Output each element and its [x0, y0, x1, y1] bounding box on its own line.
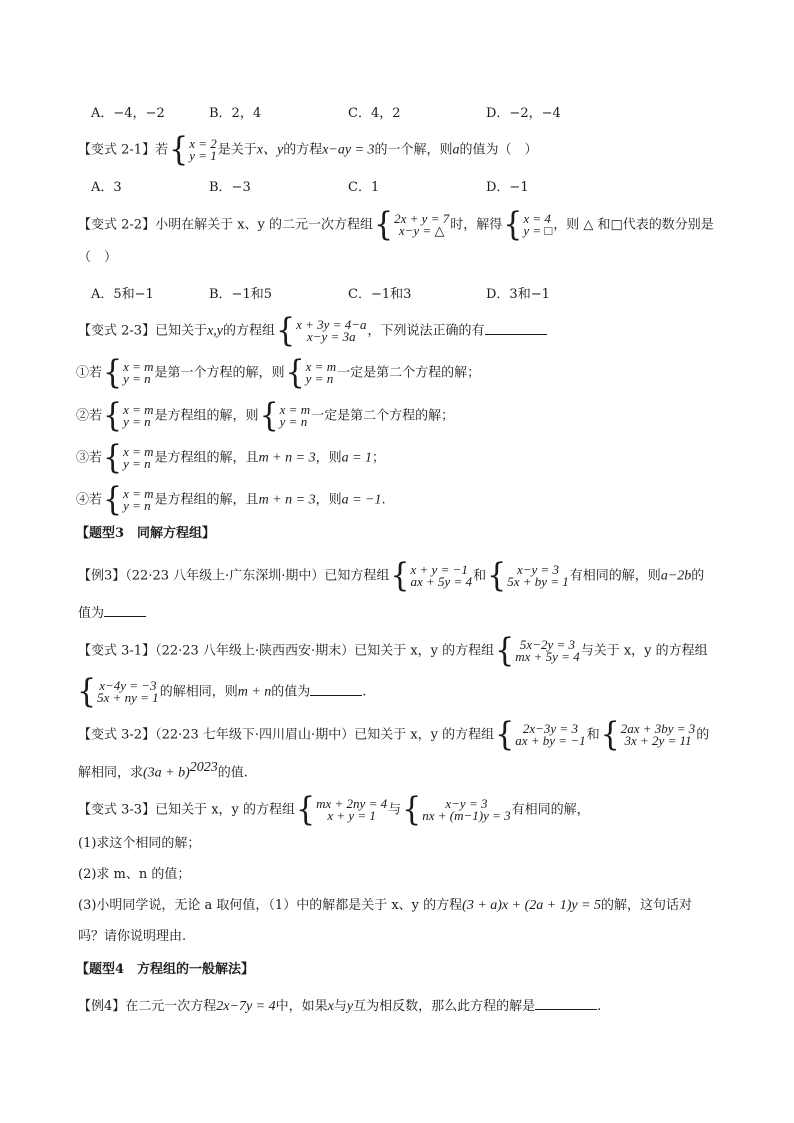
text: ，则 △ 和□代表的数分别是	[553, 217, 714, 233]
eq-row: x = 4	[523, 211, 551, 226]
eq-row: x−4y = −3	[99, 678, 157, 693]
question-tag: 【变式 2-1】	[78, 142, 156, 158]
text: ②若	[76, 408, 103, 424]
text: 互为相反数，那么此方程的解是	[353, 999, 536, 1014]
eq-row: nx + (m−1)y = 3	[422, 808, 511, 823]
question-v33	[78, 790, 590, 829]
answer-blank[interactable]	[535, 995, 597, 1010]
option-b: B．−1和5	[209, 287, 272, 302]
eq-row: x + y = −1	[410, 562, 468, 577]
text: ；	[372, 450, 386, 466]
answer-blank[interactable]	[104, 602, 146, 617]
question-tag: 【变式 2-2】	[78, 217, 156, 233]
question-v22	[78, 205, 714, 244]
text: 时，解得	[450, 217, 503, 233]
equation-system: { 2ax + 3by = 3 3x + 2y = 11	[600, 715, 696, 754]
eq-row: y = n	[279, 414, 308, 429]
equation-system: { x = m y = n	[259, 396, 311, 435]
eq-row: x−y = 3	[445, 796, 488, 811]
text: 有相同的解，则	[569, 568, 661, 584]
text: 的值为（ ）	[459, 142, 538, 158]
text: 与	[388, 802, 402, 818]
text: 解相同，求	[78, 765, 144, 781]
question-tag: 【变式 2-3】	[78, 323, 156, 339]
equation-system: { x = m y = n	[103, 396, 154, 435]
eq-row: x−y = 3a	[307, 329, 356, 344]
eq-row: mx + 5y = 4	[515, 649, 580, 664]
text: 是第一个方程的解，则	[154, 365, 285, 381]
option-b: B．−3	[209, 180, 251, 195]
text: 的值.	[217, 765, 248, 781]
equation-system: { x−y = 3 5x + by = 1	[487, 556, 569, 595]
eq-row: mx + 2ny = 4	[316, 796, 388, 811]
equation-system: { x = 2 y = 1	[169, 130, 217, 169]
statement-1	[76, 353, 481, 392]
text: 已知关于	[155, 323, 208, 339]
sub-question-2: (2)求 m、n 的值；	[78, 867, 191, 882]
text: ①若	[76, 365, 103, 381]
sub-question-3	[78, 897, 692, 915]
equation-system: { x = m y = n	[285, 353, 337, 392]
variables: x,y	[207, 323, 224, 339]
eq-row: y = 1	[189, 148, 217, 163]
text: 中，如果	[275, 999, 328, 1014]
eq-row: 2x−3y = 3	[522, 721, 578, 736]
eq-row: 3x + 2y = 11	[624, 733, 692, 748]
question-tag: 【变式 3-2】	[78, 727, 156, 743]
text: 小明在解关于 x、y 的二元一次方程组	[155, 217, 374, 233]
eq-row: 5x + ny = 1	[97, 690, 159, 705]
text: 是方程组的解，且	[154, 492, 259, 508]
question-v31	[78, 631, 708, 670]
sub-question-1: (1)求这个相同的解；	[78, 836, 201, 851]
question-tag: 【变式 3-3】	[78, 802, 156, 818]
question-ex3	[78, 556, 705, 595]
option-d: D．3和−1	[486, 287, 550, 302]
question-tag: 【例4】	[78, 999, 126, 1014]
variable: a	[452, 142, 460, 158]
answer-blank[interactable]	[485, 320, 547, 335]
question-v32	[78, 715, 710, 754]
eq-row: x = m	[279, 402, 311, 417]
section-heading: 【题型3 同解方程组】	[76, 526, 216, 541]
eq-row: y = n	[123, 498, 151, 513]
equation: (3 + a)x + (2a + 1)y = 5	[462, 898, 602, 913]
equation-system: { 2x−3y = 3 ax + by = −1	[495, 715, 586, 754]
eq-row: y = n	[123, 371, 151, 386]
equation-system: { x = 4 y = □	[503, 205, 553, 244]
text: 在二元一次方程	[125, 999, 217, 1014]
eq-row: x−y = 3	[516, 562, 560, 577]
text: 是关于	[217, 142, 257, 158]
text: 是方程组的解，则	[154, 408, 259, 424]
text: （22·23 八年级上·广东深圳·期中）已知方程组	[125, 568, 390, 584]
text: 和	[473, 568, 487, 584]
eq-row: ax + by = −1	[515, 733, 586, 748]
variable: x	[327, 999, 334, 1014]
text: 和	[586, 727, 600, 743]
text: 与关于 x，y 的方程组	[580, 643, 708, 659]
equation-system: { x = m y = n	[103, 480, 154, 519]
equation: m + n = 3	[258, 492, 316, 508]
statement-3	[76, 438, 386, 477]
option-a: A．5和−1	[91, 287, 154, 302]
text: 的解相同，则	[159, 684, 238, 700]
eq-row: x = m	[305, 359, 337, 374]
eq-row: x = 2	[189, 136, 217, 151]
text: 值为	[78, 606, 105, 621]
text: 一定是第二个方程的解；	[311, 408, 455, 424]
eq-row: y = n	[123, 456, 151, 471]
question-tag: 【例3】	[78, 568, 126, 584]
expression: (3a + b)	[143, 765, 190, 781]
eq-row: y = n	[305, 371, 334, 386]
option-a: A．−4，−2	[91, 106, 165, 121]
text: 与	[333, 999, 347, 1014]
answer-blank[interactable]	[310, 681, 362, 696]
question-v21	[78, 130, 538, 169]
equation-system: { x + y = −1 ax + 5y = 4	[390, 556, 473, 595]
eq-row: x−y = △	[398, 223, 445, 238]
equation-system: { x−4y = −3 5x + ny = 1	[77, 672, 159, 711]
option-c: C．−1和3	[348, 287, 412, 302]
text: .	[381, 492, 386, 508]
section-heading: 【题型4 方程组的一般解法】	[76, 962, 255, 977]
text: 的方程	[283, 142, 323, 158]
option-a: A．3	[91, 180, 122, 195]
option-b: B．2，4	[209, 106, 262, 121]
eq-row: x + y = 1	[327, 808, 376, 823]
eq-row: x = m	[123, 444, 154, 459]
option-d: D．−2，−4	[486, 106, 561, 121]
statement-2	[76, 396, 455, 435]
variables: x、y	[256, 142, 284, 158]
text: 的值为	[271, 684, 311, 700]
question-v32-line2	[78, 759, 248, 782]
text: 的一个解，则	[374, 142, 453, 158]
text: （22·23 七年级下·四川眉山·期中）已知关于 x，y 的方程组	[155, 727, 495, 743]
question-tag: 【变式 3-1】	[78, 643, 156, 659]
statement-4	[76, 480, 386, 519]
option-c: C．1	[348, 180, 380, 195]
text: ，则	[315, 450, 342, 466]
eq-row: x = m	[123, 359, 154, 374]
equation-system: { 5x−2y = 3 mx + 5y = 4	[495, 631, 580, 670]
eq-row: 5x + by = 1	[507, 574, 569, 589]
text: （22·23 八年级上·陕西西安·期末）已知关于 x，y 的方程组	[155, 643, 495, 659]
equation: a = 1	[341, 450, 373, 466]
text: 已知关于 x，y 的方程组	[155, 802, 296, 818]
text: ③若	[76, 450, 103, 466]
text: 有相同的解，	[511, 802, 590, 818]
equation: a = −1	[341, 492, 382, 508]
eq-row: ax + 5y = 4	[410, 574, 473, 589]
text: ④若	[76, 492, 103, 508]
option-c: C．4，2	[348, 106, 401, 121]
text: .	[597, 999, 602, 1014]
text: 是方程组的解，且	[154, 450, 259, 466]
sub-question-3-line2: 吗？请你说明理由.	[78, 929, 187, 944]
text: 的方程组	[223, 323, 276, 339]
equation: x−ay = 3	[322, 142, 375, 158]
question-v31-line2	[76, 672, 367, 711]
equation-system: { 2x + y = 7 x−y = △	[374, 205, 450, 244]
exponent: 2023	[189, 760, 218, 775]
eq-row: x + 3y = 4−a	[296, 317, 367, 332]
text: 的	[691, 568, 705, 584]
equation: m + n = 3	[258, 450, 316, 466]
question-v23	[78, 311, 547, 350]
eq-row: 2x + y = 7	[394, 211, 450, 226]
text: 若	[155, 142, 169, 158]
equation-system: { x−y = 3 nx + (m−1)y = 3	[402, 790, 511, 829]
text: 的解，这句话对	[601, 898, 693, 913]
variable: y	[346, 999, 354, 1014]
expression: m + n	[237, 684, 272, 700]
text: 一定是第二个方程的解；	[337, 365, 481, 381]
eq-row: y = □	[523, 223, 553, 238]
text: ，则	[315, 492, 342, 508]
option-d: D．−1	[486, 180, 529, 195]
text: (3)小明同学说，无论 a 取何值，（1）中的解都是关于 x、y 的方程	[78, 898, 463, 913]
equation-system: { mx + 2ny = 4 x + y = 1	[296, 790, 388, 829]
equation-system: { x = m y = n	[103, 353, 154, 392]
eq-row: 2ax + 3by = 3	[620, 721, 696, 736]
eq-row: x = m	[123, 402, 154, 417]
answer-paren: （ ）	[78, 250, 118, 265]
eq-row: y = n	[123, 414, 151, 429]
expression: a−2b	[660, 568, 692, 584]
text: .	[362, 684, 367, 700]
equation: 2x−7y = 4	[216, 999, 276, 1014]
text: 的	[696, 727, 710, 743]
eq-row: 5x−2y = 3	[519, 637, 576, 652]
equation-system: { x + 3y = 4−a x−y = 3a	[276, 311, 367, 350]
question-ex4	[78, 995, 601, 1016]
text: ，下列说法正确的有	[367, 323, 485, 339]
question-ex3-line2	[78, 602, 146, 623]
equation-system: { x = m y = n	[103, 438, 154, 477]
eq-row: x = m	[123, 486, 154, 501]
